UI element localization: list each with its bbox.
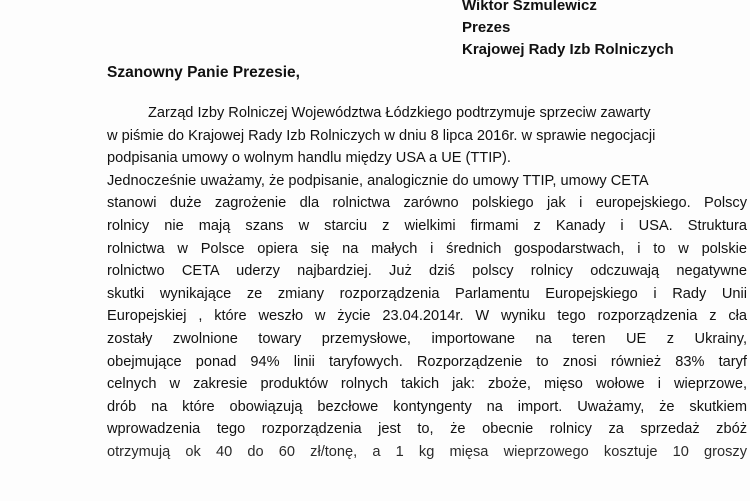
- body-line: podpisania umowy o wolnym handlu między USA a UE (TTIP).: [107, 150, 511, 167]
- body-line: rolnicy nie mają szans w starciu z wielkimi firmami z Kanady i USA. Struktura: [107, 217, 747, 234]
- body-line: rolnictwa w Polsce opiera się na małych i średnich gospodarstwach, i to w polskie: [107, 240, 747, 257]
- body-line: skutki wynikające ze zmiany rozporządzenia Parlamentu Europejskiego i Rady Unii: [107, 285, 747, 302]
- body-line: obejmujące ponad 94% linii taryfowych. Rozporządzenie to znosi również 83% taryf: [107, 353, 747, 370]
- body-line: otrzymują ok 40 do 60 zł/tonę, a 1 kg mięsa wieprzowego kosztuje 10 groszy: [107, 443, 747, 460]
- body-line: Zarząd Izby Rolniczej Województwa Łódzkiego podtrzymuje sprzeciw zawarty: [148, 105, 651, 121]
- body-line: Jednocześnie uważamy, że podpisanie, analogicznie do umowy TTIP, umowy CETA: [107, 172, 649, 189]
- salutation: Szanowny Panie Prezesie,: [107, 64, 300, 81]
- recipient-block: [462, 0, 674, 61]
- recipient-title: Prezes: [462, 19, 511, 36]
- body-line: Europejskiej , które weszło w życie 23.04.2014r. W wyniku tego rozporządzenia z cła: [107, 308, 747, 325]
- body-line: w piśmie do Krajowej Rady Izb Rolniczych w dniu 8 lipca 2016r. w sprawie negocjacji: [107, 127, 656, 144]
- recipient-organization: Krajowej Rady Izb Rolniczych: [462, 41, 674, 58]
- letter-body: [107, 102, 747, 464]
- body-line: rolnictwo CETA uderzy najbardziej. Już dziś polscy rolnicy odczuwają negatywne: [107, 263, 747, 280]
- body-line: drób na które obowiązują bezcłowe kontyngenty na import. Uważamy, że skutkiem: [107, 398, 747, 415]
- body-line: stanowi duże zagrożenie dla rolnictwa zarówno polskiego jak i europejskiego. Polscy: [107, 195, 747, 212]
- body-line: celnych w zakresie produktów rolnych takich jak: zboże, mięso wołowe i wieprzowe,: [107, 376, 747, 393]
- body-line: wprowadzenia tego rozporządzenia jest to, że obecnie rolnicy za sprzedaż zbóż: [107, 421, 747, 438]
- recipient-name: Wiktor Szmulewicz: [462, 0, 597, 14]
- body-line: zostały zwolnione towary przemysłowe, importowane na teren UE z Ukrainy,: [107, 330, 747, 347]
